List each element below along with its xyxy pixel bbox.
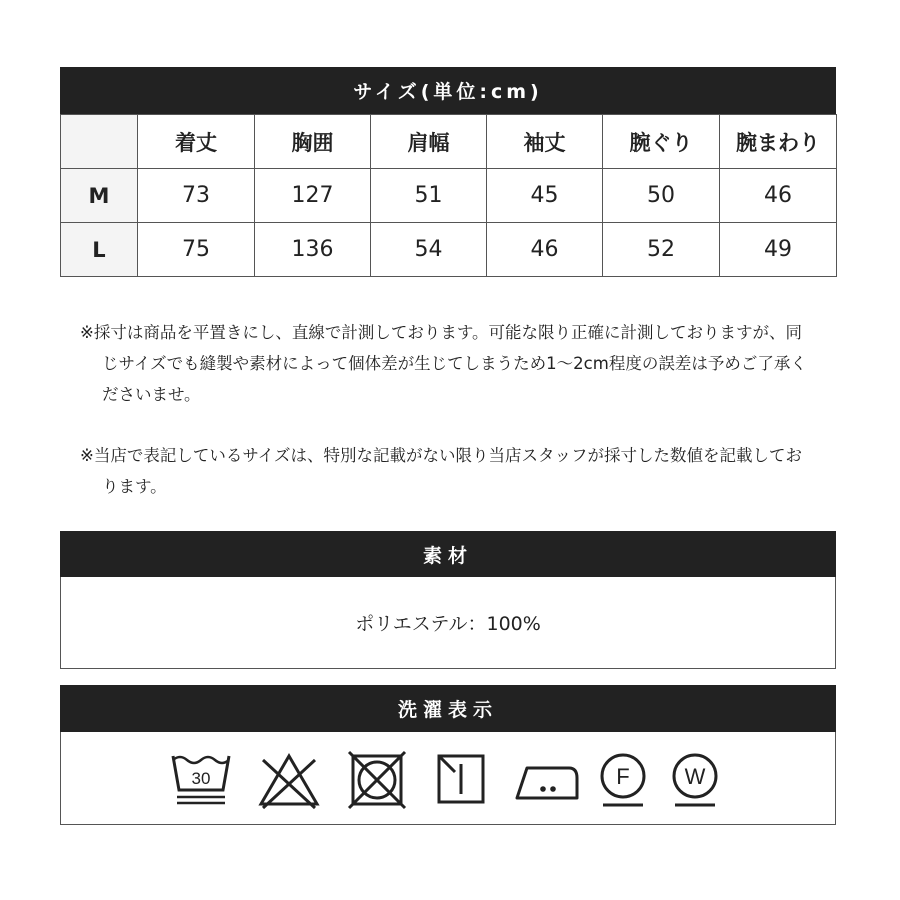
size-table-header-row <box>61 115 837 169</box>
table-cell: 136 <box>255 223 371 277</box>
wet-clean-letter: W <box>684 764 706 789</box>
note-text: ※当店で表記しているサイズは、特別な記載がない限り当店スタッフが採寸した数値を記載しております。 <box>80 446 803 496</box>
dry-clean-letter: F <box>616 764 630 789</box>
table-cell: 127 <box>255 169 371 223</box>
iron-low-temp-icon <box>513 750 583 810</box>
size-table <box>60 114 837 277</box>
wash-30-gentle-icon <box>169 750 233 810</box>
column-header: 腕まわり <box>720 115 837 169</box>
material-box <box>60 577 836 669</box>
dry-clean-f-icon <box>595 750 651 810</box>
table-row <box>61 223 837 277</box>
care-icons-box <box>60 732 836 825</box>
table-cell: 45 <box>487 169 603 223</box>
material-section-title: 素材 <box>422 544 473 567</box>
wash-temperature-label: 30 <box>191 769 211 788</box>
no-bleach-icon <box>257 750 321 810</box>
table-cell: 75 <box>138 223 255 277</box>
table-corner-cell <box>61 115 138 169</box>
size-section-title: サイズ(単位:cm) <box>353 81 543 103</box>
column-header: 胸囲 <box>255 115 371 169</box>
table-row <box>61 169 837 223</box>
table-cell: 52 <box>603 223 720 277</box>
material-section-header <box>60 531 836 577</box>
staff-measurement-note <box>80 440 810 502</box>
size-label: M <box>61 169 138 223</box>
measurement-note <box>80 317 810 410</box>
column-header: 肩幅 <box>371 115 487 169</box>
no-tumble-dry-icon <box>345 750 409 810</box>
table-cell: 73 <box>138 169 255 223</box>
note-text: ※採寸は商品を平置きにし、直線で計測しております。可能な限り正確に計測しておりますが、同じサイズでも縫製や素材によって個体差が生じてしまうため1～2cm程度の誤差は予めご了承くださいませ。 <box>80 323 807 404</box>
column-header: 着丈 <box>138 115 255 169</box>
table-cell: 46 <box>487 223 603 277</box>
line-dry-shade-icon <box>433 750 489 810</box>
column-header: 袖丈 <box>487 115 603 169</box>
care-section-header <box>60 685 836 732</box>
table-cell: 49 <box>720 223 837 277</box>
table-cell: 54 <box>371 223 487 277</box>
size-section-header <box>60 67 836 114</box>
column-header: 腕ぐり <box>603 115 720 169</box>
wet-clean-w-icon <box>667 750 723 810</box>
material-value: ポリエステル：100% <box>355 613 541 635</box>
table-cell: 46 <box>720 169 837 223</box>
table-cell: 50 <box>603 169 720 223</box>
care-section-title: 洗濯表示 <box>397 699 498 721</box>
table-cell: 51 <box>371 169 487 223</box>
size-label: L <box>61 223 138 277</box>
